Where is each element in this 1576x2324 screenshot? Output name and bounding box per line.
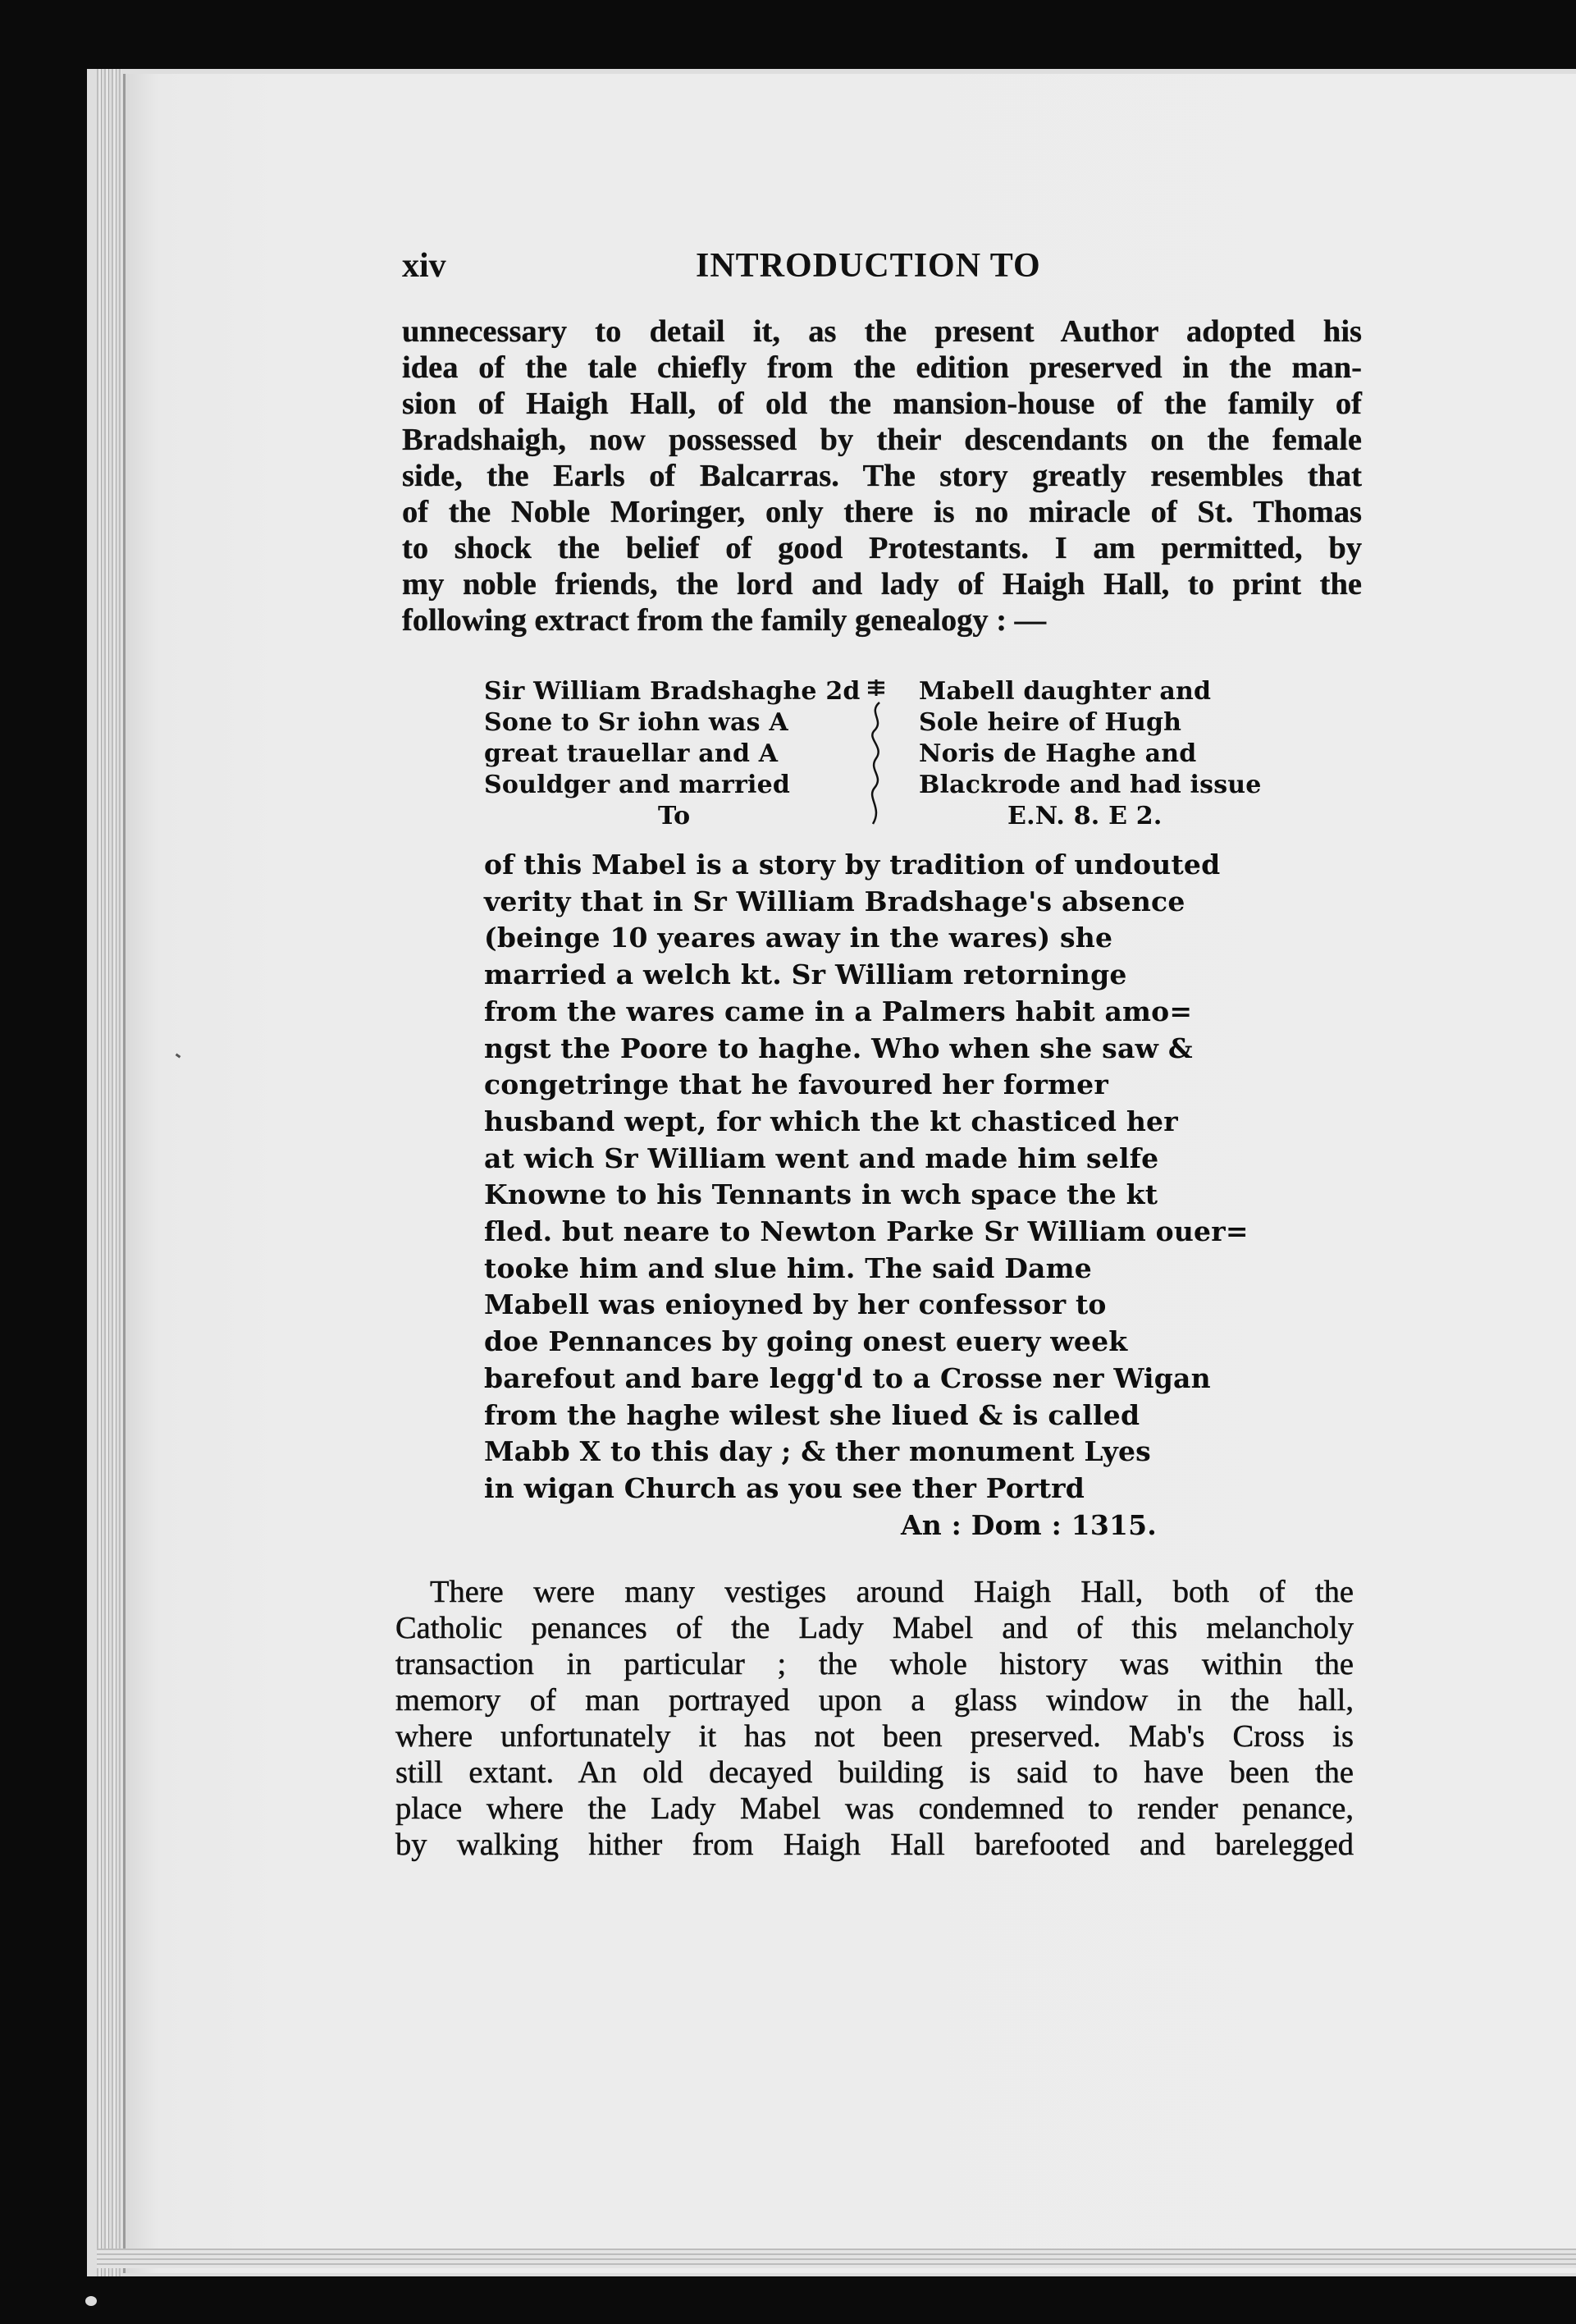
- genealogy-right-line: E.N. 8. E 2.: [1007, 802, 1163, 830]
- page-number: xiv: [402, 247, 446, 285]
- genealogy-extract: [484, 847, 1249, 1544]
- intro-line: Bradshaigh, now possessed by their descendants on the female: [402, 423, 1362, 457]
- extract-line: Mabell was enioyned by her confessor to: [484, 1288, 1107, 1321]
- scan-speck: [85, 2296, 97, 2306]
- extract-line: tooke him and slue him. The said Dame: [484, 1251, 1092, 1284]
- later-line: Catholic penances of the Lady Mabel and of this melancholy: [395, 1611, 1354, 1645]
- extract-line: Knowne to his Tennants in wch space the kt: [484, 1178, 1158, 1211]
- later-line: still extant. An old decayed building is said to have been the: [395, 1755, 1354, 1790]
- running-title: INTRODUCTION TO: [696, 247, 1041, 285]
- intro-line: sion of Haigh Hall, of old the mansion-house of the family of: [402, 387, 1362, 421]
- extract-line: at wich Sr William went and made him selfe: [484, 1141, 1159, 1174]
- extract-line: from the wares came in a Palmers habit amo=: [484, 995, 1193, 1027]
- intro-line: to shock the belief of good Protestants. I am permitted, by: [402, 531, 1362, 565]
- genealogy-left-line: great trauellar and A: [484, 739, 779, 768]
- marriage-brace-icon: [860, 679, 893, 827]
- genealogy-left-line: Souldger and married: [484, 771, 791, 799]
- intro-line: following extract from the family genealogy : —: [402, 603, 1047, 638]
- running-head: [402, 246, 1370, 295]
- intro-line: idea of the tale chiefly from the edition preserved in the man-: [402, 350, 1362, 385]
- extract-line: barefout and bare legg'd to a Crosse ner Wigan: [484, 1361, 1211, 1394]
- extract-line: of this Mabel is a story by tradition of undouted: [484, 849, 1221, 881]
- genealogy-right-column: [919, 676, 1262, 832]
- extract-line: Mabb X to this day ; & ther monument Lyes: [484, 1435, 1151, 1468]
- extract-line: ngst the Poore to haghe. Who when she saw &: [484, 1032, 1193, 1064]
- genealogy-right-line: Blackrode and had issue: [919, 771, 1262, 799]
- extract-line: from the haghe wilest she liued & is called: [484, 1398, 1140, 1431]
- extract-line: doe Pennances by going onest euery week: [484, 1325, 1128, 1358]
- extract-line: verity that in Sr William Bradshage's absence: [484, 885, 1185, 917]
- genealogy-table: [484, 676, 1262, 832]
- later-line: place where the Lady Mabel was condemned to render penance,: [395, 1791, 1354, 1826]
- genealogy-right-line: Sole heire of Hugh: [919, 708, 1182, 737]
- intro-line: my noble friends, the lord and lady of Haigh Hall, to print the: [402, 567, 1362, 602]
- later-line: by walking hither from Haigh Hall barefooted and barelegged: [395, 1828, 1354, 1862]
- later-line: There were many vestiges around Haigh Hall, both of the: [430, 1575, 1354, 1609]
- later-line: transaction in particular ; the whole history was within the: [395, 1647, 1354, 1681]
- bottom-page-edge: [97, 2249, 1576, 2268]
- genealogy-left-line: To: [658, 802, 691, 830]
- intro-line: unnecessary to detail it, as the present Author adopted his: [402, 314, 1362, 349]
- genealogy-left-line: Sir William Bradshaghe 2d: [484, 677, 861, 706]
- extract-line: married a welch kt. Sr William retorninge: [484, 958, 1127, 991]
- extract-line: (beinge 10 yeares away in the wares) she: [484, 922, 1113, 954]
- later-line: where unfortunately it has not been preserved. Mab's Cross is: [395, 1719, 1354, 1754]
- intro-line: of the Noble Moringer, only there is no miracle of St. Thomas: [402, 495, 1362, 529]
- extract-date: An : Dom : 1315.: [901, 1508, 1157, 1541]
- page-edge: [97, 69, 121, 2276]
- later-paragraph: [395, 1574, 1354, 1863]
- genealogy-left-line: Sone to Sr iohn was A: [484, 708, 788, 737]
- intro-paragraph: [402, 313, 1362, 638]
- intro-line: side, the Earls of Balcarras. The story greatly resembles that: [402, 459, 1362, 493]
- later-line: memory of man portrayed upon a glass window in the hall,: [395, 1683, 1354, 1718]
- genealogy-right-line: Mabell daughter and: [919, 677, 1212, 706]
- genealogy-right-line: Noris de Haghe and: [919, 739, 1197, 768]
- genealogy-left-column: [484, 676, 861, 832]
- extract-line: husband wept, for which the kt chasticed her: [484, 1105, 1178, 1137]
- extract-line: fled. but neare to Newton Parke Sr William ouer=: [484, 1215, 1249, 1248]
- extract-line: congetringe that he favoured her former: [484, 1068, 1108, 1101]
- extract-line: in wigan Church as you see ther Portrd: [484, 1471, 1085, 1504]
